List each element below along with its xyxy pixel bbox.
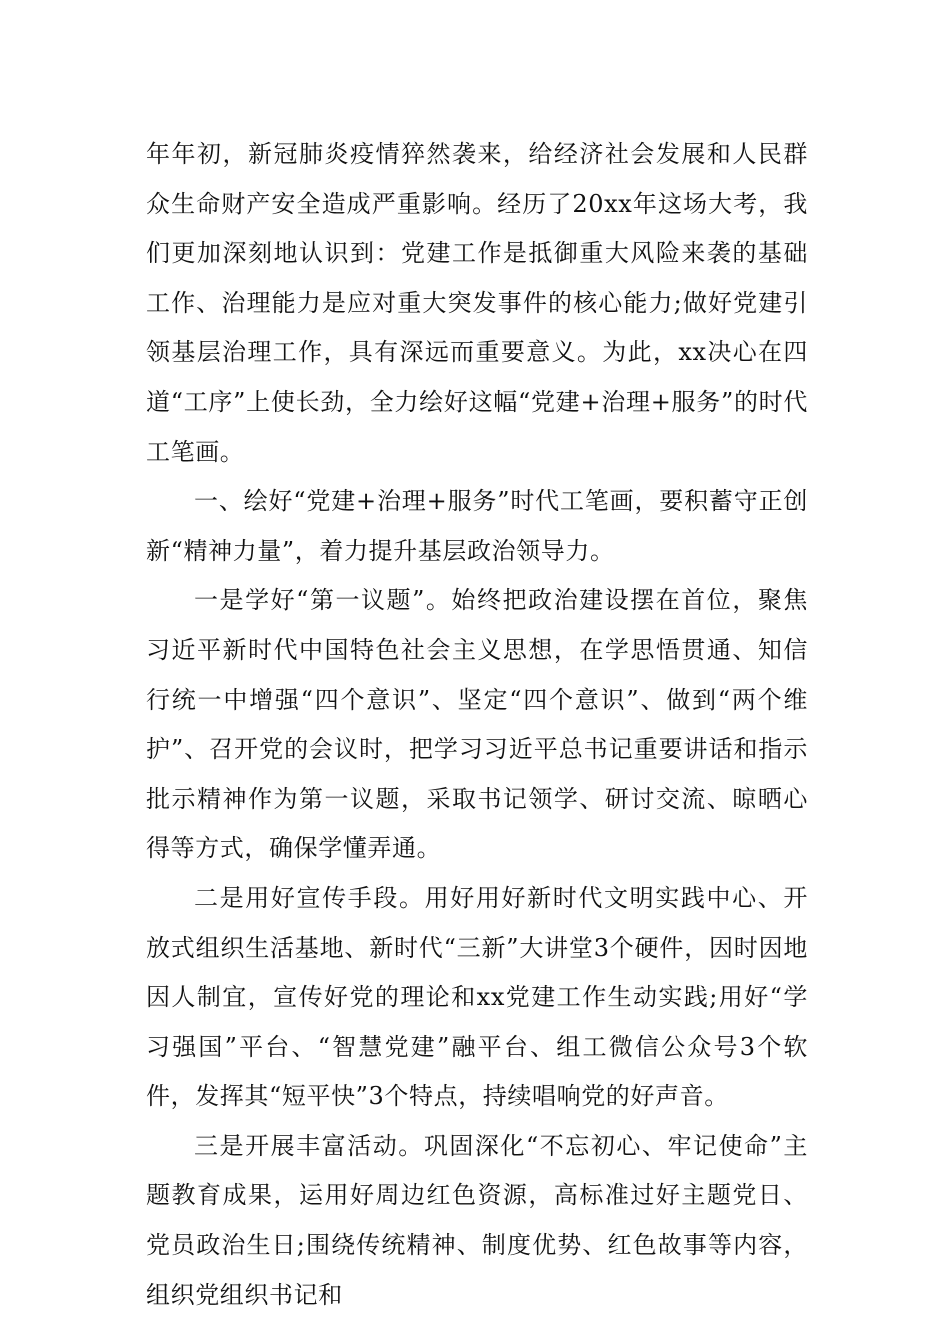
paragraph-intro: 年年初，新冠肺炎疫情猝然袭来，给经济社会发展和人民群众生命财产安全造成严重影响。经历了20xx年这场大考，我们更加深刻地认识到：党建工作是抵御重大风险来袭的基础工作、治理能力是应对重大突发事件的核心能力;做好党建引领基层治理工作，具有深远而重要意义。为此，xx决心在四道“工序”上使长劲，全力绘好这幅“党建+治理+服务”的时代工笔画。 [146,140,808,466]
paragraph-point-three: 三是开展丰富活动。巩固深化“不忘初心、牢记使命”主题教育成果，运用好周边红色资源，高标准过好主题党日、党员政治生日;围绕传统精神、制度优势、红色故事等内容，组织党组织书记和 [146,1131,808,1309]
paragraph-point-one: 一是学好“第一议题”。始终把政治建设摆在首位，聚焦习近平新时代中国特色社会主义思想，在学思悟贯通、知信行统一中增强“四个意识”、坚定“四个意识”、做到“两个维护”、召开党的会议时，把学习习近平总书记重要讲话和指示批示精神作为第一议题，采取书记领学、研讨交流、晾晒心得等方式，确保学懂弄通。 [146,586,808,863]
paragraph-point-two: 二是用好宣传手段。用好用好新时代文明实践中心、开放式组织生活基地、新时代“三新”大讲堂3个硬件，因时因地因人制宜，宣传好党的理论和xx党建工作生动实践;用好“学习强国”平台、“智慧党建”融平台、组工微信公众号3个软件，发挥其“短平快”3个特点，持续唱响党的好声音。 [146,883,808,1111]
paragraph-heading-one: 一、绘好“党建+治理+服务”时代工笔画，要积蓄守正创新“精神力量”，着力提升基层政治领导力。 [146,487,808,565]
document-body [146,130,808,1320]
